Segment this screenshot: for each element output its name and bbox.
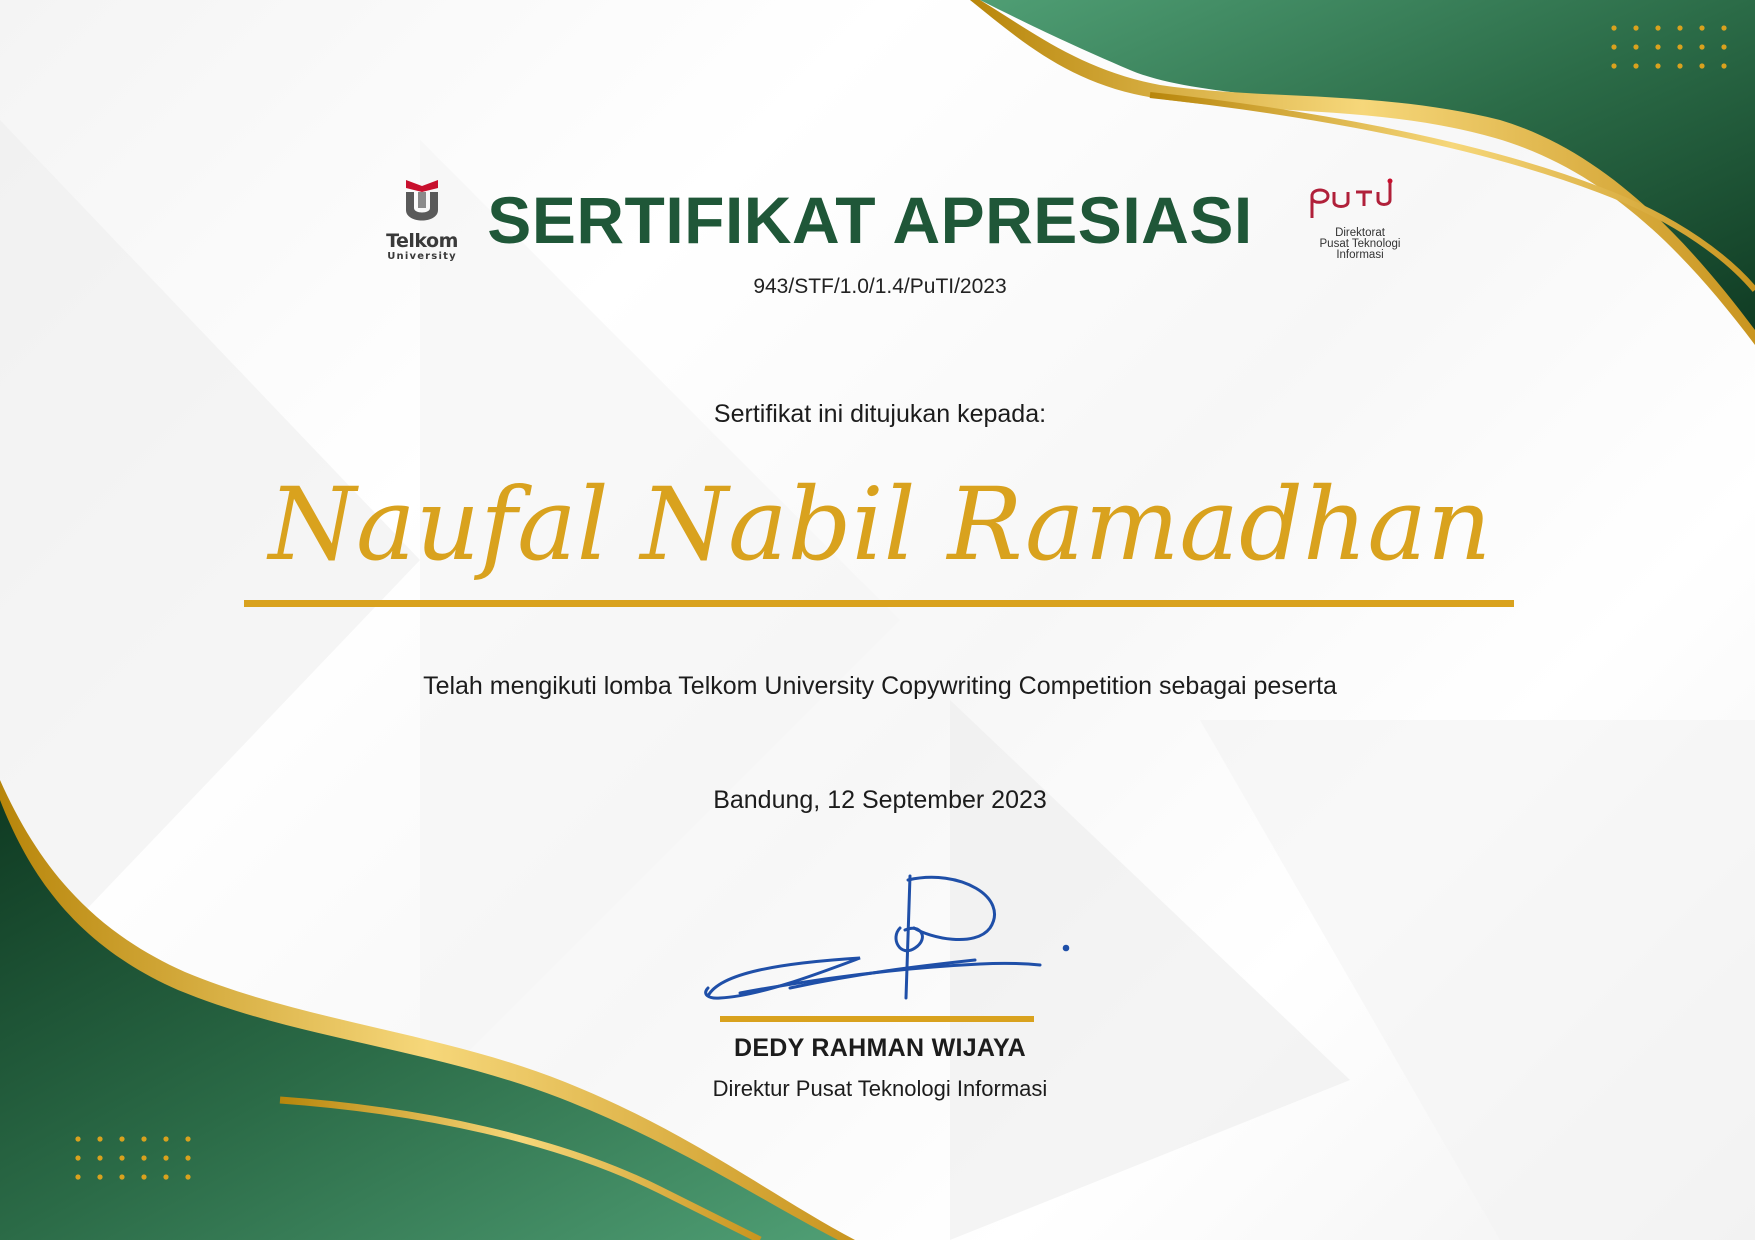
statement-text: Telah mengikuti lomba Telkom University Copywriting Competition sebagai peserta	[423, 672, 1337, 700]
certificate-title: SERTIFIKAT APRESIASI	[487, 183, 1253, 257]
telkom-emblem-icon	[382, 178, 462, 230]
telkom-wordmark: Telkom	[386, 230, 458, 252]
university-wordmark: University	[387, 251, 457, 262]
place-date: Bandung, 12 September 2023	[713, 786, 1047, 814]
decorative-dots-top	[1608, 22, 1738, 72]
puti-wordmark-icon	[1300, 178, 1420, 226]
signatory-name: DEDY RAHMAN WIJAYA	[733, 1034, 1027, 1062]
recipient-underline	[244, 600, 1514, 607]
handwritten-signature	[700, 868, 1080, 1018]
certificate-number: 943/STF/1.0/1.4/PuTI/2023	[753, 275, 1007, 298]
intro-text: Sertifikat ini ditujukan kepada:	[713, 400, 1047, 428]
signatory-title: Direktur Pusat Teknologi Informasi	[712, 1076, 1048, 1101]
signature-line	[720, 1016, 1034, 1022]
puti-caption: Direktorat Pusat Teknologi Informasi	[1319, 227, 1401, 261]
decorative-dots-bottom	[72, 1133, 202, 1183]
telkom-university-logo	[382, 178, 462, 268]
puti-logo	[1300, 178, 1420, 268]
recipient-name: Naufal Nabil Ramadhan	[268, 466, 1492, 583]
